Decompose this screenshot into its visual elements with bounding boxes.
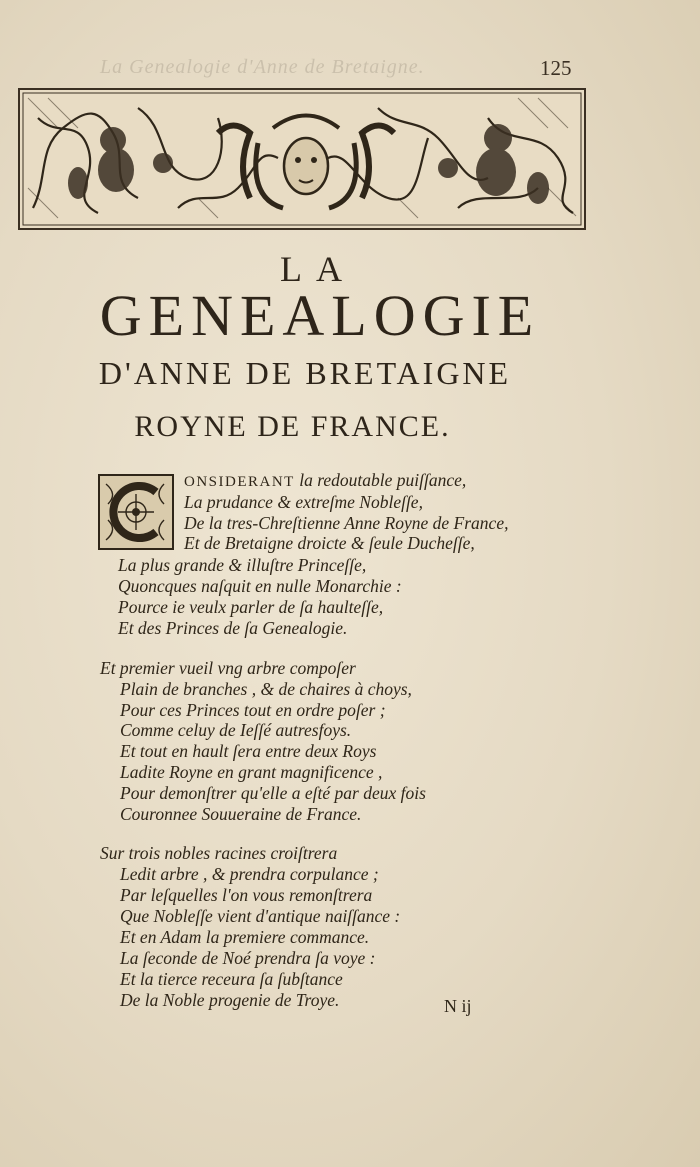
ornamental-initial-c-icon — [98, 474, 174, 550]
verse-line: Ledit arbre , & prendra corpulance ; — [120, 864, 379, 884]
verse-line: Par leſquelles l'on vous remonſtrera — [120, 885, 373, 905]
running-head-bleed: La Genealogie d'Anne de Bretaigne. — [100, 56, 425, 78]
verse-line: La ſeconde de Noé prendra ſa voye : — [120, 948, 376, 968]
verse-line: ONSIDERANT la redoutable puiſſance, — [184, 470, 467, 490]
verse-line: De la tres-Chreſtienne Anne Royne de France, — [184, 513, 509, 533]
verse-line: Sur trois nobles racines croiſtrera — [100, 843, 338, 863]
verse-line: Et en Adam la premiere commance. — [120, 927, 370, 947]
title-subtitle-royne: ROYNE DE FRANCE. — [134, 410, 451, 443]
title-la: LA — [280, 249, 356, 289]
verse-line: Ladite Royne en grant magnificence , — [120, 762, 383, 782]
verse-line: Et premier vueil vng arbre compoſer — [100, 658, 356, 678]
verse-line: Pour demonſtrer qu'elle a eſté par deux fois — [120, 783, 426, 803]
verse-line: Et tout en hault ſera entre deux Roys — [120, 741, 377, 761]
verse-line: Et des Princes de ſa Genealogie. — [118, 618, 348, 638]
woodcut-headpiece-ornament — [18, 88, 586, 230]
verse-line: Plain de branches , & de chaires à choys, — [120, 679, 412, 699]
verse-line: De la Noble progenie de Troye. — [120, 990, 340, 1010]
verse-line: Et de Bretaigne droicte & ſeule Ducheſſe, — [184, 533, 475, 553]
verse-line: Que Nobleſſe vient d'antique naiſſance : — [120, 906, 401, 926]
signature-mark: N ij — [444, 996, 472, 1016]
verse-line: Couronnee Souueraine de France. — [120, 804, 362, 824]
page-number: 125 — [540, 56, 572, 80]
title-subtitle-anne: D'ANNE DE BRETAIGNE — [98, 355, 512, 391]
verse-line: La plus grande & illuſtre Princeſſe, — [118, 555, 367, 575]
verse-line: Comme celuy de Ieſſé autresfoys. — [120, 720, 352, 740]
verse-line: Et la tierce receura ſa ſubſtance — [120, 969, 343, 989]
verse-line: Pource ie veulx parler de ſa haulteſſe, — [118, 597, 384, 617]
title-genealogie: GENEALOGIE — [99, 283, 541, 348]
verse-line: Pour ces Princes tout en ordre poſer ; — [120, 700, 386, 720]
verse-line: Quoncques naſquit en nulle Monarchie : — [118, 576, 402, 596]
verse-line: La prudance & extreſme Nobleſſe, — [184, 492, 423, 512]
